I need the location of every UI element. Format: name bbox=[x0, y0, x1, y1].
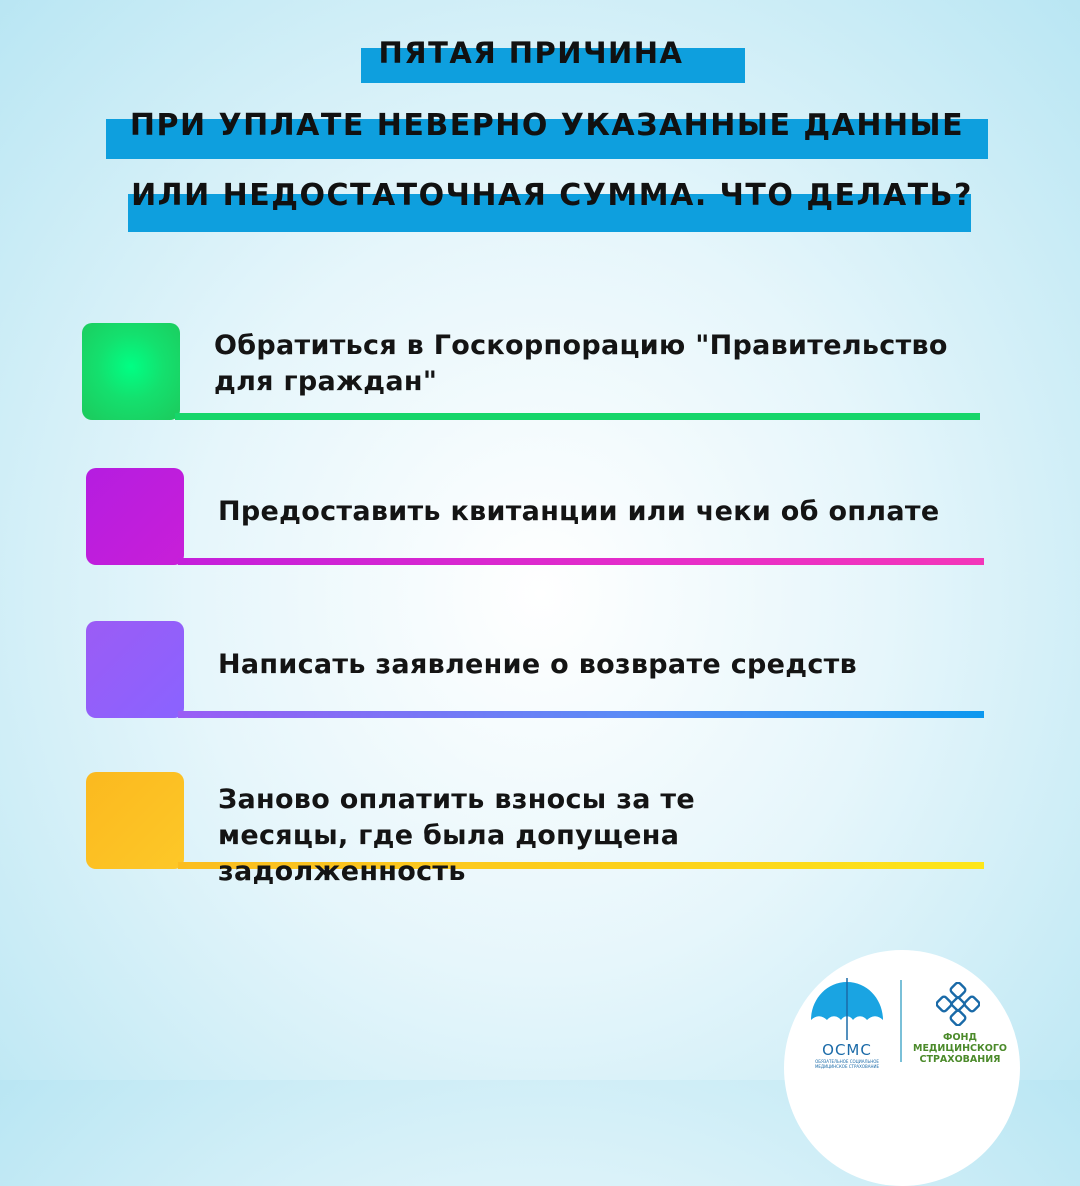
step-2-marker bbox=[86, 468, 184, 565]
title-text-2: ПРИ УПЛАТЕ НЕВЕРНО УКАЗАННЫЕ ДАННЫЕ bbox=[129, 108, 965, 143]
osms-logo-text: ОСМС bbox=[822, 1041, 872, 1059]
step-1-underline bbox=[175, 413, 980, 420]
step-1-label: Обратиться в Госкорпорацию "Правительство для граждан" bbox=[214, 330, 948, 397]
step-2-label: Предоставить квитанции или чеки об оплате bbox=[218, 496, 940, 527]
step-3-underline bbox=[178, 711, 984, 718]
umbrella-icon bbox=[808, 976, 886, 1046]
step-3-label: Написать заявление о возврате средств bbox=[218, 649, 857, 680]
step-4-marker bbox=[86, 772, 184, 869]
step-1-marker bbox=[82, 323, 180, 420]
title-text-1: ПЯТАЯ ПРИЧИНА bbox=[378, 36, 684, 70]
osms-logo-caption: ОБЯЗАТЕЛЬНОЕ СОЦИАЛЬНОЕ МЕДИЦИНСКОЕ СТРАХОВАНИЕ bbox=[814, 1059, 880, 1069]
step-4-label: Заново оплатить взносы за те месяцы, где была допущена задолженность bbox=[218, 784, 695, 887]
fund-emblem-icon bbox=[936, 982, 980, 1026]
logo-divider bbox=[900, 980, 902, 1062]
step-3-marker bbox=[86, 621, 184, 718]
title-text-3: ИЛИ НЕДОСТАТОЧНАЯ СУММА. ЧТО ДЕЛАТЬ? bbox=[131, 178, 973, 213]
title-line-1 bbox=[0, 30, 1080, 90]
fund-logo-text: ФОНД МЕДИЦИНСКОГО СТРАХОВАНИЯ bbox=[912, 1032, 1007, 1065]
title-line-3 bbox=[0, 172, 1080, 236]
title-line-2 bbox=[0, 100, 1080, 164]
step-2-underline bbox=[178, 558, 984, 565]
